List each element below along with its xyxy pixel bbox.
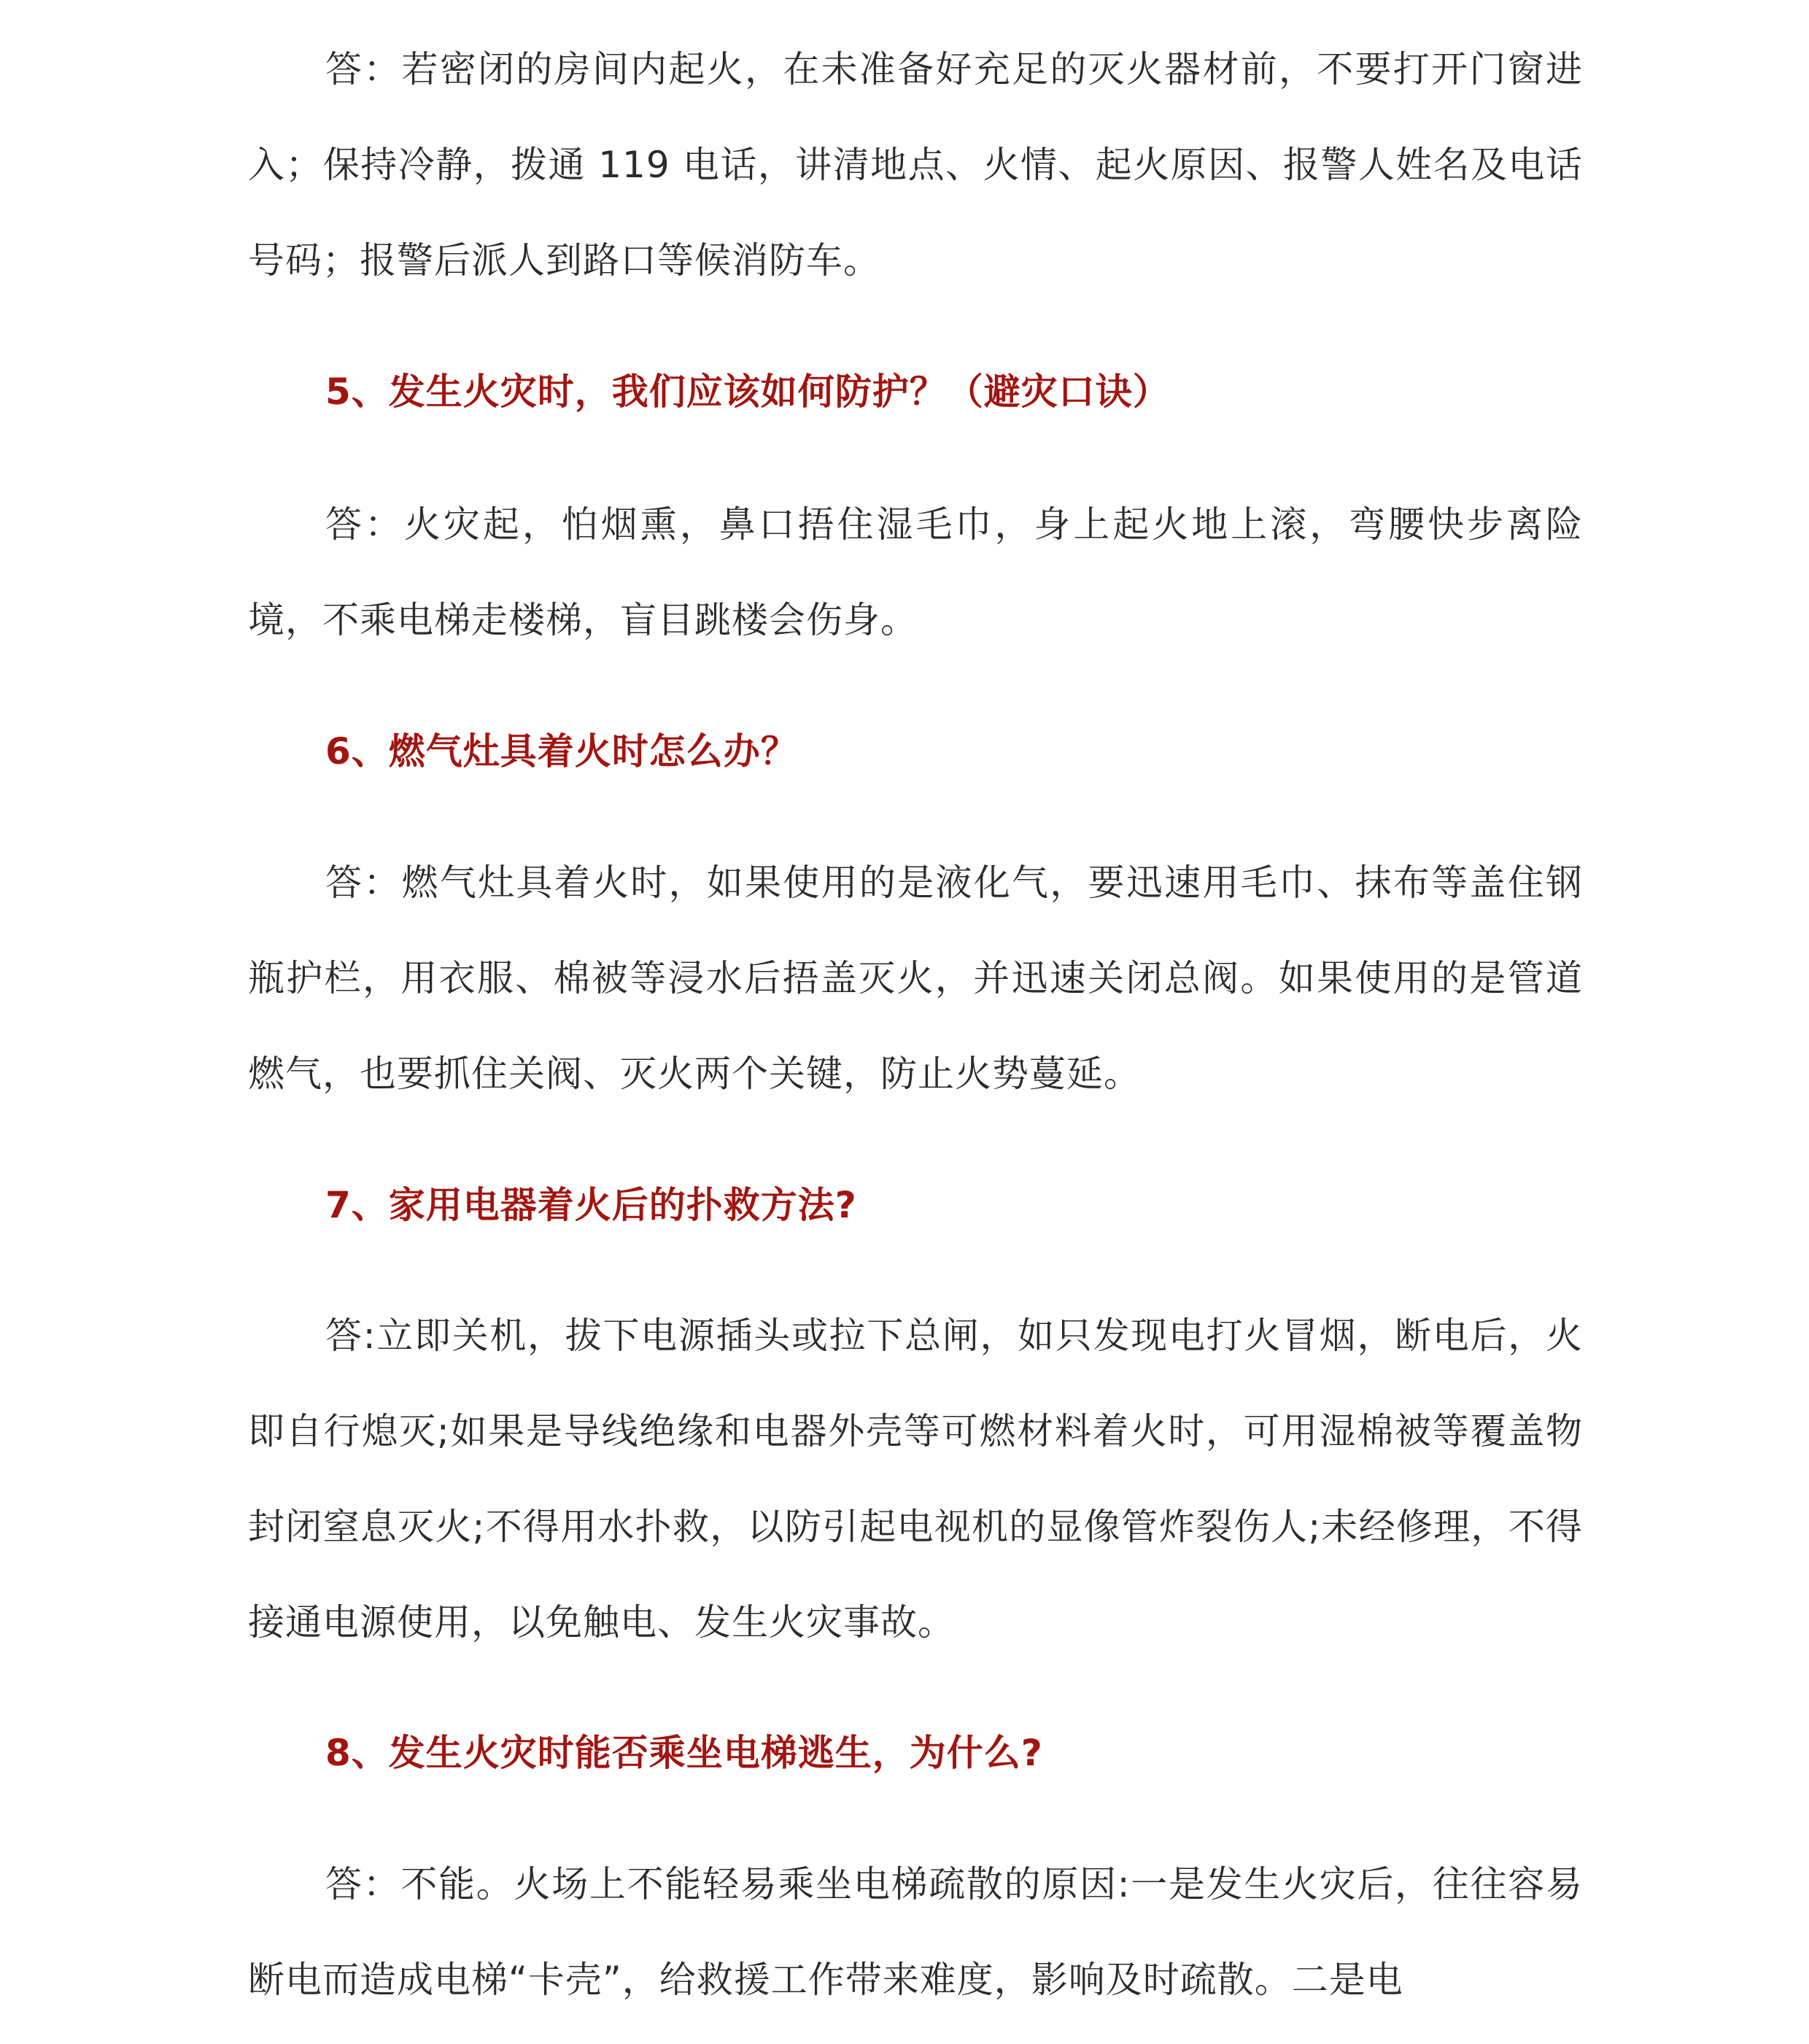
answer-paragraph-6: 答：燃气灶具着火时，如果使用的是液化气，要迅速用毛巾、抹布等盖住钢瓶护栏，用衣服、棉被等浸水后捂盖灭火，并迅速关闭总阀。如果使用的是管道燃气，也要抓住关阀、灭火两个关键，防止火势蔓延。	[248, 862, 1583, 1095]
question-heading-7: 7、家用电器着火后的扑救方法?	[325, 1184, 857, 1226]
answer-paragraph-5: 答：火灾起，怕烟熏，鼻口捂住湿毛巾，身上起火地上滚，弯腰快步离险境，不乘电梯走楼梯，盲目跳楼会伤身。	[248, 503, 1583, 641]
answer-paragraph-8: 答：不能。火场上不能轻易乘坐电梯疏散的原因:一是发生火灾后，往往容易断电而造成电梯“卡壳”，给救援工作带来难度，影响及时疏散。二是电	[248, 1863, 1583, 2001]
answer-paragraph-7: 答:立即关机，拔下电源插头或拉下总闸，如只发现电打火冒烟，断电后，火即自行熄灭;如果是导线绝缘和电器外壳等可燃材料着火时，可用湿棉被等覆盖物封闭窒息灭火;不得用水扑救，以防引起电视机的显像管炸裂伤人;未经修理，不得接通电源使用，以免触电、发生火灾事故。	[248, 1315, 1583, 1644]
question-heading-6: 6、燃气灶具着火时怎么办？	[325, 730, 798, 773]
answer-paragraph-4: 答：若密闭的房间内起火，在未准备好充足的灭火器材前，不要打开门窗进入；保持冷静，拨通 119 电话，讲清地点、火情、起火原因、报警人姓名及电话号码；报警后派人到路口等候消防车。	[248, 48, 1583, 282]
question-heading-8: 8、发生火灾时能否乘坐电梯逃生，为什么?	[325, 1732, 1043, 1774]
page-bottom-fade	[0, 2031, 1809, 2044]
question-heading-5: 5、发生火灾时，我们应该如何防护？（避灾口诀）	[325, 371, 1170, 413]
